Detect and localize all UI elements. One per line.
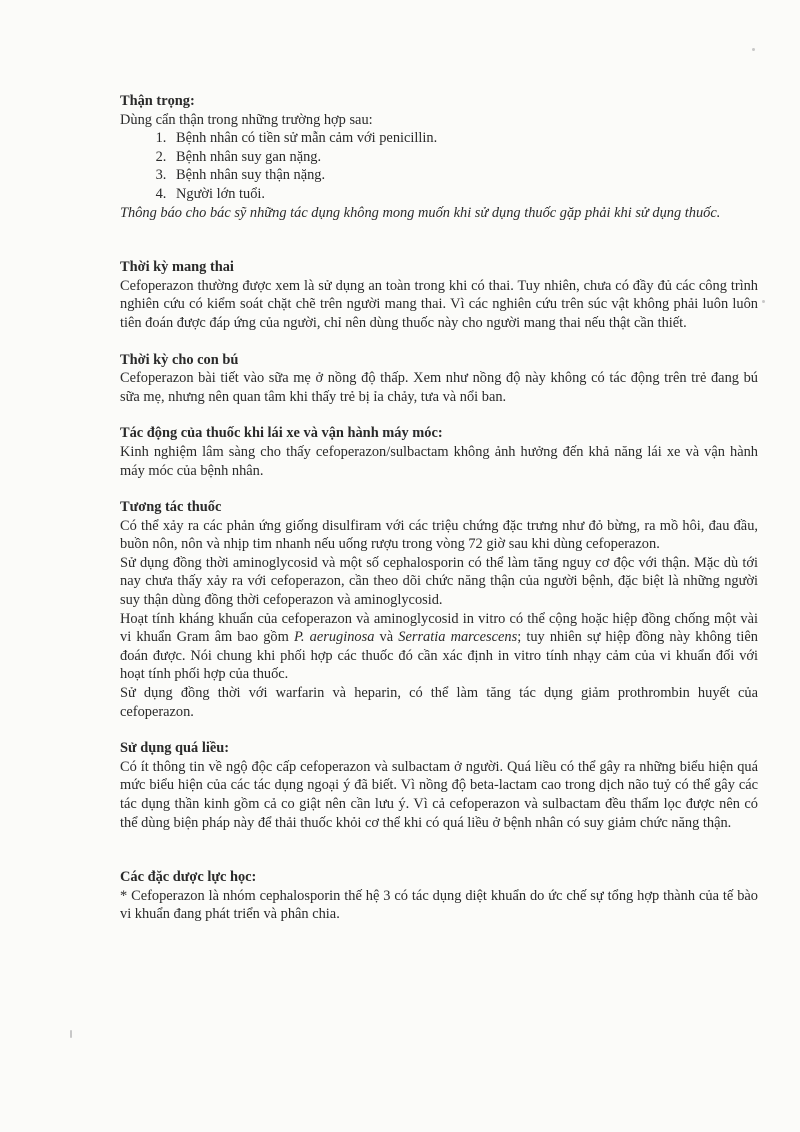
section-overdose <box>120 739 758 832</box>
scan-speck <box>70 1030 72 1038</box>
section-heading: Thận trọng: <box>120 93 195 109</box>
organism-name: Serratia marcescens <box>398 629 518 646</box>
section-text: Sử dụng đồng thời aminoglycosid và một số cephalosporin có thể làm tăng nguy cơ độc với thận. Mặc dù tới nay chưa thấy xảy ra với cefoperazon, cần theo dõi chức năng thận của người bệnh, đặc biệt là những người suy thận dùng đồng thời cefoperazon và aminoglycosid. <box>120 554 758 609</box>
list-item: 4. Người lớn tuổi. <box>170 185 758 204</box>
section-text: Có ít thông tin về ngộ độc cấp cefoperazon và sulbactam ở người. Quá liều có thể gây ra những biểu hiện quá mức biểu hiện của các tác dụng ngoại ý đã biết. Vì nồng độ beta-lactam cao trong dịch não tuỷ có thể gây các tác dụng thần kinh gồm cả co giật nên cần lưu ý. Vì cả cefoperazon và sulbactam đều thẩm lọc được nên có thể dùng biện pháp này để thải thuốc khỏi cơ thể khi có quá liều ở bệnh nhân có suy giảm chức năng thận. <box>120 758 758 831</box>
section-pregnancy <box>120 258 758 332</box>
section-text: Cefoperazon thường được xem là sử dụng an toàn trong khi có thai. Tuy nhiên, chưa có đầy đủ các công trình nghiên cứu có kiểm soát chặt chẽ trên người mang thai. Vì các nghiên cứu trên súc vật không phải luôn luôn tiên đoán được đáp ứng của người, chỉ nên dùng thuốc này cho người mang thai nếu thật cần thiết. <box>120 277 758 331</box>
list-item: 2. Bệnh nhân suy gan nặng. <box>170 148 758 167</box>
section-text: Sử dụng đồng thời với warfarin và heparin, có thể làm tăng tác dụng giảm prothrombin huyết của cefoperazon. <box>120 685 758 720</box>
precautions-list <box>120 129 758 203</box>
scan-speck <box>762 300 765 303</box>
section-breastfeeding <box>120 351 758 407</box>
section-text <box>120 610 758 684</box>
text-run: và <box>374 629 399 646</box>
text-run: Hoạt tính kháng khuẩn của cefoperazon và aminoglycosid in vitro có thể cộng hoặc hiệp đồng chống một vài vi khuẩn Gram âm bao gồm <box>120 610 758 646</box>
text-run: ; tuy nhiên sự hiệp đồng này không tiên đoán được. Nói chung khi phối hợp các thuốc đó cần xác định in vitro tính nhạy cảm của vi khuẩn đối với hoạt tính phối hợp của thuốc. <box>120 629 758 683</box>
document-page <box>120 92 758 924</box>
section-text: Cefoperazon bài tiết vào sữa mẹ ở nồng độ thấp. Xem như nồng độ này không có tác động trên trẻ đang bú sữa mẹ, nhưng nên quan tâm khi thấy trẻ bị ỉa chảy, tưa và nổi ban. <box>120 370 758 405</box>
section-heading: Sử dụng quá liều: <box>120 740 230 757</box>
section-text: * Cefoperazon là nhóm cephalosporin thế hệ 3 có tác dụng diệt khuẩn do ức chế sự tổng hợp thành của tế bào vi khuẩn đang phát triển và phân chia. <box>120 887 758 923</box>
list-item: 1. Bệnh nhân có tiền sử mẫn cảm với penicillin. <box>170 129 758 148</box>
section-text: Có thể xảy ra các phản ứng giống disulfiram với các triệu chứng đặc trưng như đỏ bừng, ra mồ hôi, đau đầu, buồn nôn, nôn và nhịp tim nhanh nếu uống rượu trong vòng 72 giờ sau khi dùng cefoperazon. <box>120 517 758 553</box>
section-heading: Tương tác thuốc <box>120 499 222 516</box>
section-heading: Các đặc dược lực học: <box>120 869 257 886</box>
section-interactions <box>120 498 758 721</box>
section-heading: Thời kỳ cho con bú <box>120 351 239 368</box>
section-heading: Thời kỳ mang thai <box>120 259 234 276</box>
precautions-note: Thông báo cho bác sỹ những tác dụng không mong muốn khi sử dụng thuốc gặp phải khi sử dụng thuốc. <box>120 204 721 221</box>
section-intro: Dùng cẩn thận trong những trường hợp sau: <box>120 111 373 128</box>
section-pharmacodynamics <box>120 868 758 924</box>
section-driving <box>120 424 758 480</box>
section-heading: Tác động của thuốc khi lái xe và vận hành máy móc: <box>120 425 443 442</box>
organism-name: P. aeruginosa <box>293 629 375 646</box>
list-item: 3. Bệnh nhân suy thận nặng. <box>170 166 758 185</box>
section-precautions <box>120 92 758 222</box>
scan-speck <box>752 48 755 51</box>
section-text: Kinh nghiệm lâm sàng cho thấy cefoperazon/sulbactam không ảnh hưởng đến khả năng lái xe và vận hành máy móc của bệnh nhân. <box>120 443 758 479</box>
